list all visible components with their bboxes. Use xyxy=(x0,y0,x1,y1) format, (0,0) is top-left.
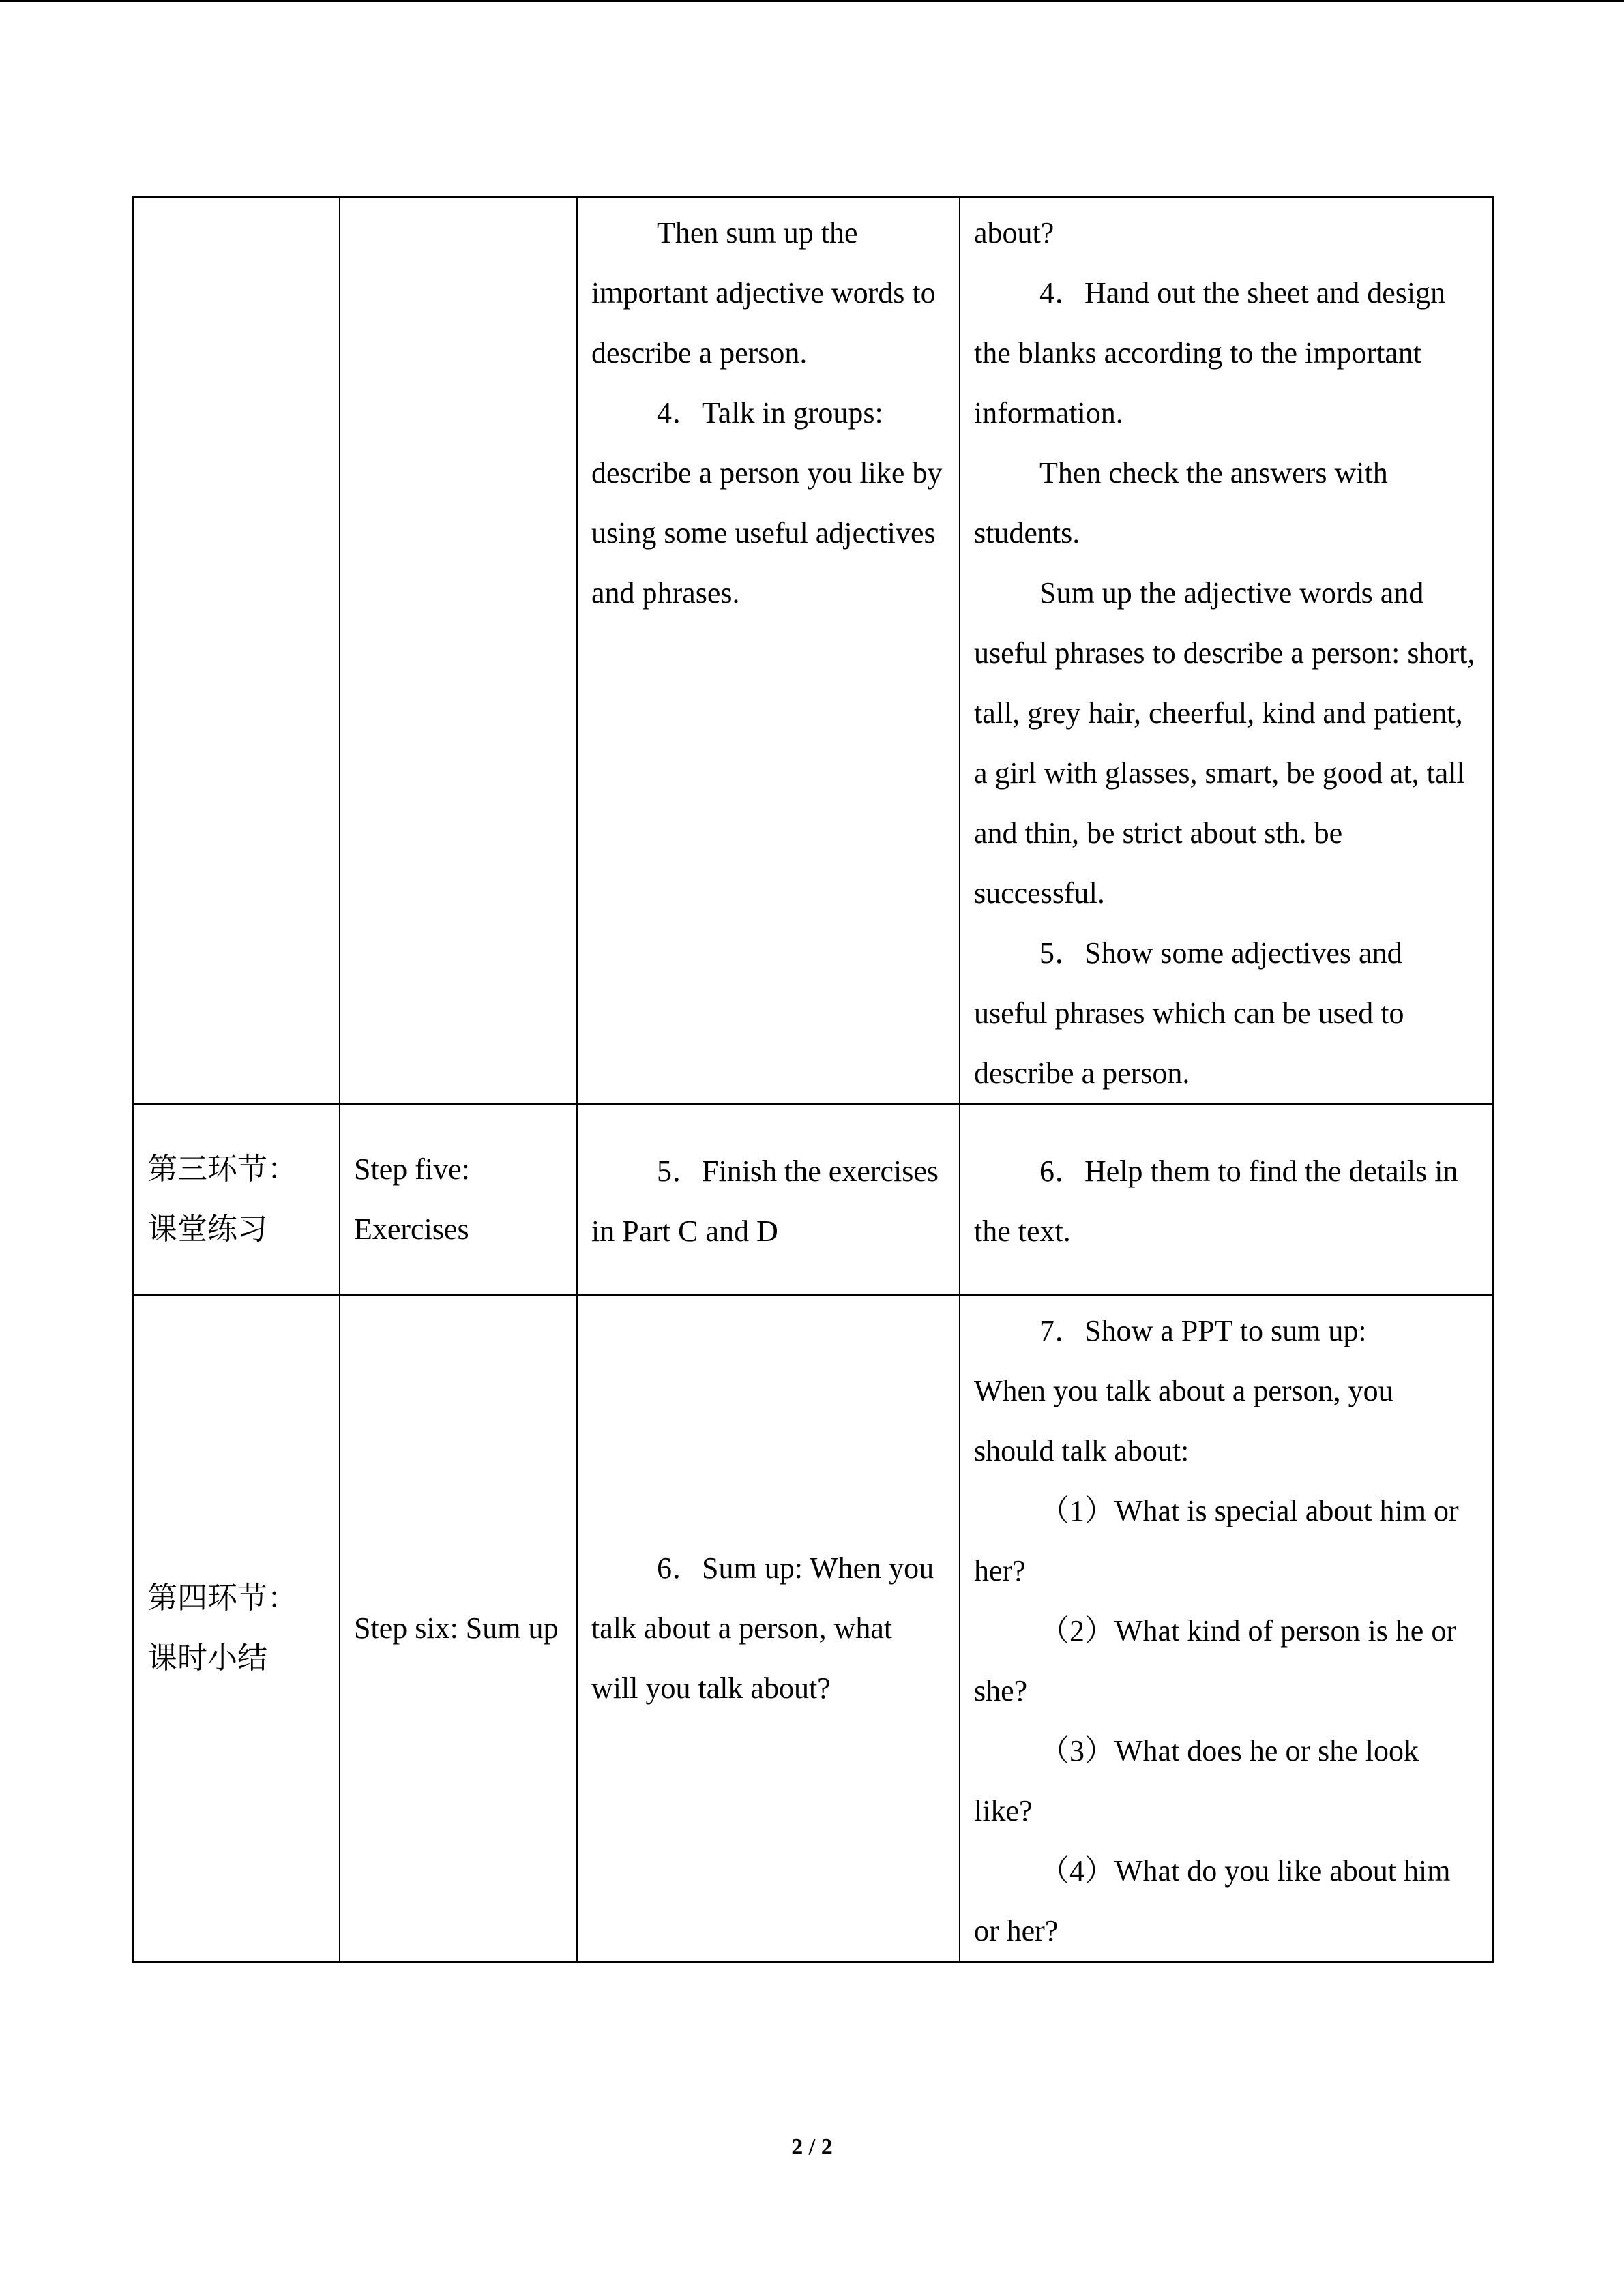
teacher-activity-paragraph: （2）What kind of person is he or she? xyxy=(974,1614,1456,1708)
stage-label: 课时小结 xyxy=(147,1641,267,1675)
table-row xyxy=(133,197,1493,1104)
stage-cell xyxy=(133,1104,340,1295)
stage-label: 课堂练习 xyxy=(147,1212,267,1246)
teacher-activity-paragraph: 6．Help them to find the details in the text. xyxy=(974,1154,1458,1248)
step-cell xyxy=(340,1104,577,1295)
step-label: Step five: Exercises xyxy=(354,1152,470,1246)
teacher-activity-paragraph: （3）What does he or she look like? xyxy=(974,1734,1419,1828)
lesson-plan-table xyxy=(132,196,1494,1963)
step-cell xyxy=(340,197,577,1104)
student-activity-paragraph: 6．Sum up: When you talk about a person, what will you talk about? xyxy=(591,1551,934,1705)
student-activity-paragraph: 4．Talk in groups: describe a person you like by using some useful adjectives and phrases. xyxy=(591,396,943,610)
page-number: 2 / 2 xyxy=(791,2134,833,2160)
teacher-activity-paragraph: 4．Hand out the sheet and design the blanks according to the important information. xyxy=(974,276,1446,430)
student-activity-cell xyxy=(577,1104,960,1295)
stage-label: 第四环节： xyxy=(147,1581,297,1615)
teacher-activity-paragraph: （4）What do you like about him or her? xyxy=(974,1854,1451,1948)
teacher-activity-paragraph: Sum up the adjective words and useful phrases to describe a person: short, tall, grey hair, cheerful, kind and patient, a girl with glasses, smart, be good at, tall and thin, be strict about sth. be successful. xyxy=(974,576,1475,910)
student-activity-paragraph: 5．Finish the exercises in Part C and D xyxy=(591,1154,939,1248)
student-activity-cell xyxy=(577,197,960,1104)
teacher-activity-cell xyxy=(960,1295,1493,1962)
stage-label: 第三环节： xyxy=(147,1152,297,1186)
table-row xyxy=(133,1295,1493,1962)
teacher-activity-cell xyxy=(960,197,1493,1104)
teacher-activity-cell xyxy=(960,1104,1493,1295)
teacher-activity-paragraph: When you talk about a person, you should talk about: xyxy=(974,1374,1393,1467)
teacher-activity-paragraph: （1）What is special about him or her? xyxy=(974,1494,1459,1587)
student-activity-paragraph: Then sum up the important adjective words to describe a person. xyxy=(591,216,936,370)
stage-cell xyxy=(133,197,340,1104)
teacher-activity-paragraph: about? xyxy=(974,216,1054,250)
student-activity-cell xyxy=(577,1295,960,1962)
stage-cell xyxy=(133,1295,340,1962)
top-border-line xyxy=(0,0,1624,2)
teacher-activity-paragraph: 5．Show some adjectives and useful phrases which can be used to describe a person. xyxy=(974,936,1404,1090)
step-cell xyxy=(340,1295,577,1962)
table-row xyxy=(133,1104,1493,1295)
teacher-activity-paragraph: 7．Show a PPT to sum up: xyxy=(1039,1314,1367,1347)
step-label: Step six: Sum up xyxy=(354,1611,559,1645)
teacher-activity-paragraph: Then check the answers with students. xyxy=(974,456,1388,550)
